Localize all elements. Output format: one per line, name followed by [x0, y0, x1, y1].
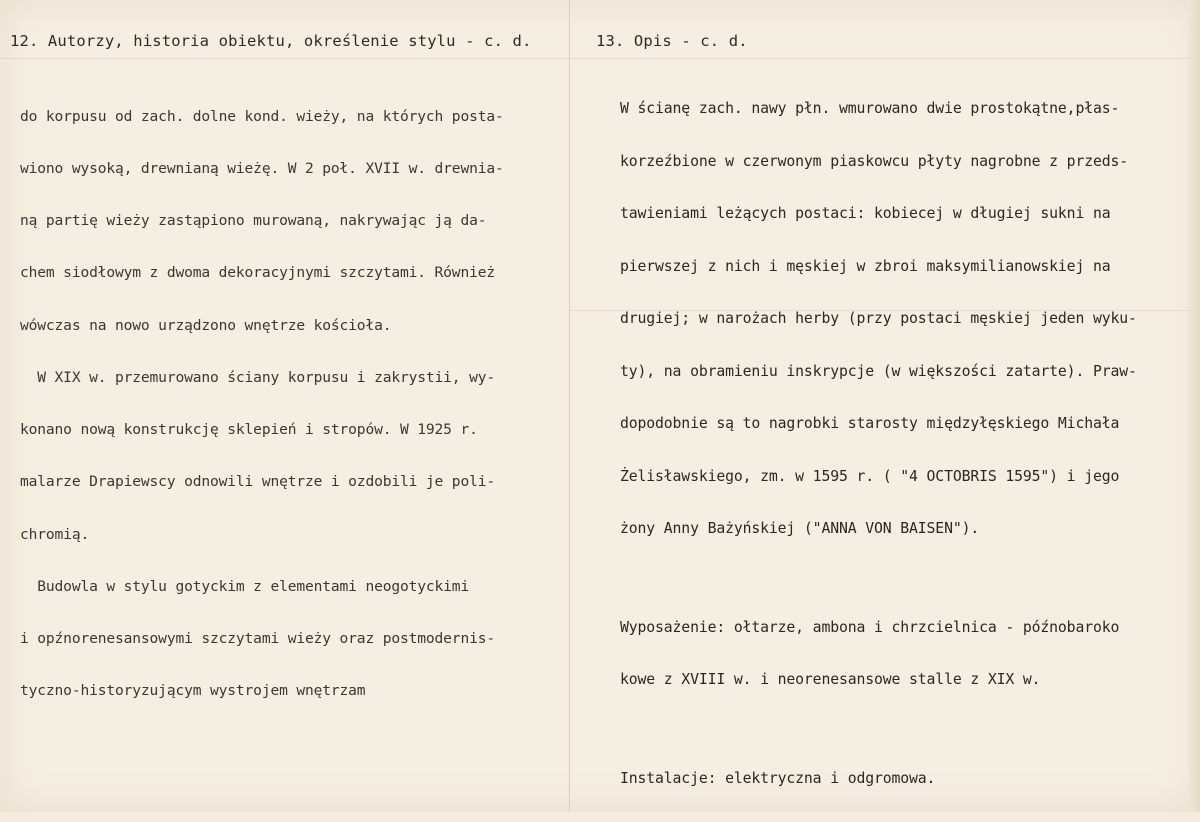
- text-line: ty), na obramieniu inskrypcje (w większości zatarte). Praw-: [620, 362, 1137, 380]
- text-line: chem siodłowym z dwoma dekoracyjnymi szczytami. Również: [20, 264, 495, 282]
- column-divider: [569, 0, 570, 812]
- text-line: tawieniami leżących postaci: kobiecej w długiej sukni na: [620, 205, 1111, 222]
- text-line: Instalacje: elektryczna i odgromowa.: [620, 769, 936, 787]
- text-line: tyczno-historyzującym wystrojem wnętrzam: [20, 682, 366, 700]
- text-line: chromią.: [20, 525, 90, 543]
- text-line: kowe z XVIII w. i neorenesansowe stalle z XIX w.: [620, 671, 1041, 688]
- text-line: drugiej; w narożach herby (przy postaci męskiej jeden wyku-: [620, 310, 1137, 327]
- paragraph-gap: [620, 724, 1137, 735]
- text-line: pierwszej z nich i męskiej w zbroi maksymilianowskiej na: [620, 257, 1111, 275]
- text-line: W XIX w. przemurowano ściany korpusu i zakrystii, wy-: [20, 368, 495, 386]
- section-13-text: [620, 65, 1137, 822]
- text-line: Wyposażenie: ołtarze, ambona i chrzcielnica - późnobaroko: [620, 618, 1120, 636]
- text-line: dopodobnie są to nagrobki starosty międzyłęskiego Michała: [620, 415, 1120, 432]
- text-line: korzeźbione w czerwonym piaskowcu płyty nagrobne z przeds-: [620, 152, 1128, 170]
- text-line: Budowla w stylu gotyckim z elementami neogotyckimi: [20, 577, 470, 595]
- text-line: Żelisławskiego, zm. w 1595 r. ( "4 OCTOBRIS 1595") i jego: [620, 467, 1120, 485]
- paragraph-gap: [620, 573, 1137, 584]
- section-13-heading: 13. Opis - c. d.: [596, 32, 748, 50]
- text-line: do korpusu od zach. dolne kond. wieży, na których posta-: [20, 107, 504, 125]
- header-rule: [0, 58, 1200, 59]
- card-edge: [1188, 0, 1200, 812]
- text-line: żony Anny Bażyńskiej ("ANNA VON BAISEN").: [620, 520, 980, 537]
- text-line: wówczas na nowo urządzono wnętrze kościoła.: [20, 316, 392, 334]
- text-line: ną partię wieży zastąpiono murowaną, nakrywając ją da-: [20, 212, 487, 230]
- text-line: malarze Drapiewscy odnowili wnętrze i ozdobili je poli-: [20, 473, 495, 491]
- text-line: wiono wysoką, drewnianą wieżę. W 2 poł. XVII w. drewnia-: [20, 160, 504, 178]
- text-line: W ścianę zach. nawy płn. wmurowano dwie prostokątne,płas-: [620, 100, 1120, 117]
- section-12-text: [20, 73, 504, 734]
- text-line: konano nową konstrukcję sklepień i stropów. W 1925 r.: [20, 421, 478, 439]
- section-12-heading: 12. Autorzy, historia obiektu, określenie stylu - c. d.: [10, 32, 532, 50]
- text-line: i opźnorenesansowymi szczytami wieży oraz postmodernis-: [20, 630, 495, 647]
